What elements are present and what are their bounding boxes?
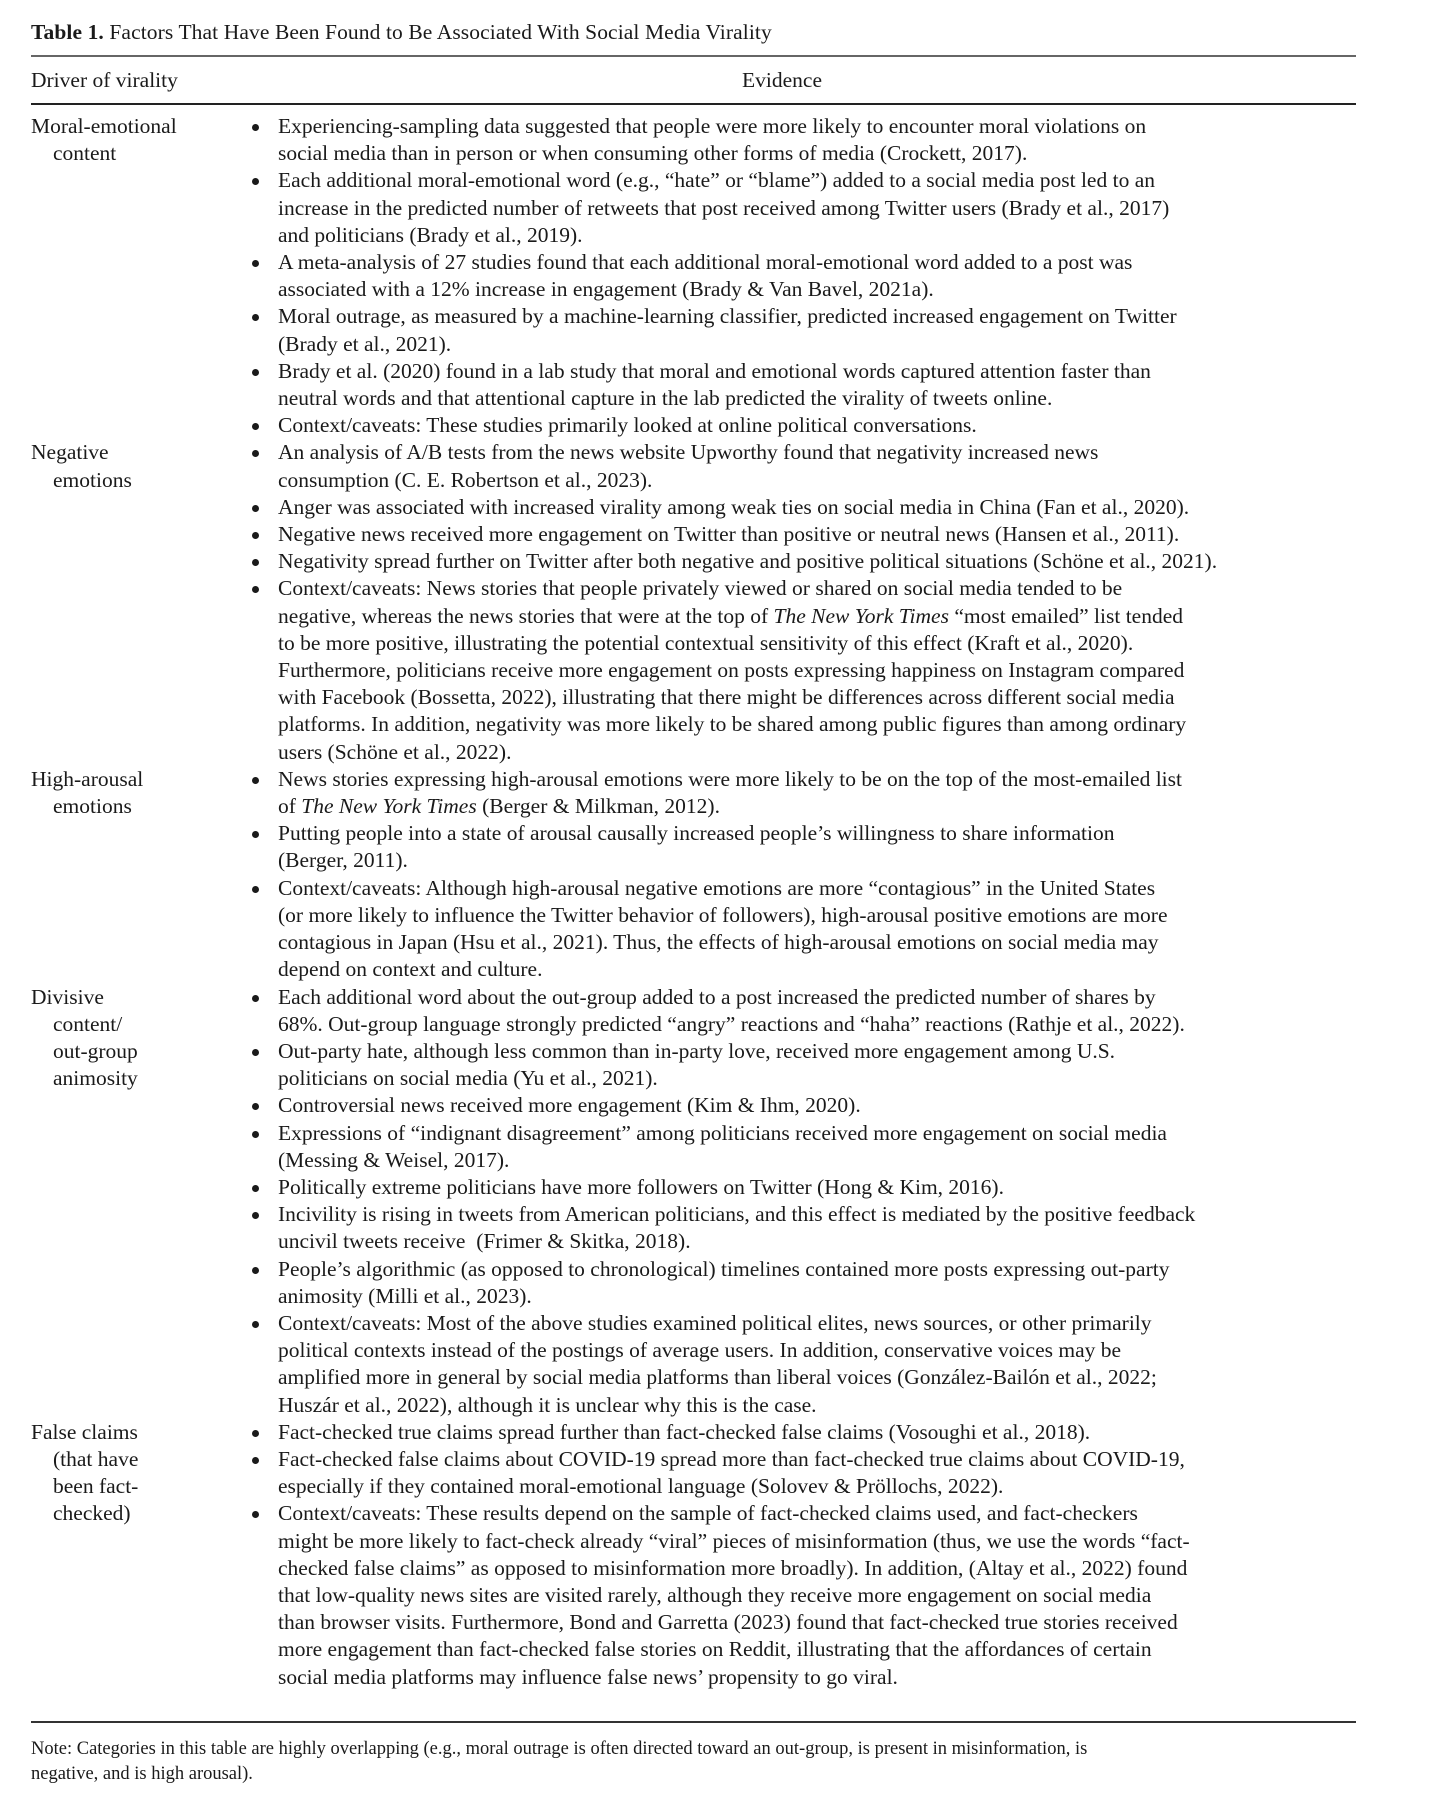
evidence-text <box>278 1446 1185 1500</box>
evidence-item <box>249 875 1356 984</box>
driver-label-line: (that have <box>53 1446 139 1471</box>
bullet-icon <box>249 1092 278 1119</box>
driver-cell <box>31 766 249 984</box>
bullet-icon <box>249 1201 278 1255</box>
bullet-icon <box>249 766 278 820</box>
driver-cell <box>31 113 249 439</box>
bullet-icon <box>249 875 278 984</box>
evidence-item <box>249 303 1356 357</box>
evidence-text <box>278 1174 1004 1201</box>
driver-label-line: Moral-emotional <box>31 114 177 138</box>
table-row <box>31 439 1356 765</box>
column-header-evidence: Evidence <box>742 68 822 92</box>
evidence-text <box>278 303 1177 357</box>
evidence-item <box>249 766 1356 820</box>
bullet-icon <box>249 167 278 249</box>
text-line: Putting people into a state of arousal causally increased people’s willingness to share information <box>278 821 1115 846</box>
evidence-text <box>278 167 1169 249</box>
evidence-item <box>249 1310 1356 1419</box>
evidence-item <box>249 1174 1356 1201</box>
table-caption <box>31 18 772 46</box>
bottom-rule <box>31 1721 1356 1723</box>
evidence-item <box>249 358 1356 412</box>
text-line: depend on context and culture. <box>278 957 543 982</box>
evidence-text <box>278 494 1189 521</box>
driver-label-line: emotions <box>53 467 132 492</box>
text-line: People’s algorithmic (as opposed to chronological) timelines contained more posts expressing out-party <box>278 1256 1170 1281</box>
evidence-item <box>249 113 1356 167</box>
text-line: Negative news received more engagement on Twitter than positive or neutral news (Hansen et al., 2011). <box>278 522 1180 547</box>
text-line: checked false claims” as opposed to misinformation more broadly). In addition, (Altay et al., 2022) found <box>278 1555 1188 1580</box>
text-line: Context/caveats: Most of the above studies examined political elites, news sources, or other primarily <box>278 1310 1152 1335</box>
bullet-icon <box>249 1419 278 1446</box>
evidence-text <box>278 1120 1167 1174</box>
evidence-cell <box>249 439 1356 765</box>
table-label: Table 1. <box>31 20 104 44</box>
italic-title: The New York Times <box>301 794 477 819</box>
bullet-icon <box>249 820 278 874</box>
bullet-icon <box>249 303 278 357</box>
evidence-cell <box>249 984 1356 1419</box>
note-line: negative, and is high arousal). <box>31 1764 253 1784</box>
text-line: News stories expressing high-arousal emotions were more likely to be on the top of the most-emailed list <box>278 766 1182 791</box>
table-body <box>31 113 1356 1691</box>
evidence-item <box>249 984 1356 1038</box>
text-line: political contexts instead of the postings of average users. In addition, conservative voices may be <box>278 1338 1122 1363</box>
evidence-item <box>249 1201 1356 1255</box>
text-line: Furthermore, politicians receive more engagement on posts expressing happiness on Instagram compared <box>278 658 1185 683</box>
text-line: increase in the predicted number of retweets that post received among Twitter users (Brady et al., 2017) <box>278 195 1170 220</box>
bullet-icon <box>249 1256 278 1310</box>
evidence-text <box>278 1038 1115 1092</box>
text-line: Each additional moral-emotional word (e.g., “hate” or “blame”) added to a social media post led to an <box>278 168 1155 193</box>
text-line: platforms. In addition, negativity was more likely to be shared among public figures than among ordinary <box>278 712 1187 737</box>
evidence-text <box>278 820 1115 874</box>
text-line: social media platforms may influence false news’ propensity to go viral. <box>278 1664 898 1689</box>
driver-label-line: out-group <box>53 1038 138 1063</box>
driver-cell <box>31 1419 249 1691</box>
driver-label-line: Divisive <box>31 984 104 1009</box>
bullet-icon <box>249 1174 278 1201</box>
bullet-icon <box>249 521 278 548</box>
text-line: especially if they contained moral-emotional language (Solovev & Pröllochs, 2022). <box>278 1474 1004 1499</box>
evidence-text <box>278 1256 1169 1310</box>
evidence-item <box>249 412 1356 439</box>
evidence-text <box>278 548 1217 575</box>
bullet-icon <box>249 1120 278 1174</box>
driver-label-line: checked) <box>53 1501 131 1526</box>
bullet-icon <box>249 1038 278 1092</box>
text-line: An analysis of A/B tests from the news website Upworthy found that negativity increased news <box>278 440 1099 465</box>
evidence-item <box>249 439 1356 493</box>
bullet-icon <box>249 1310 278 1419</box>
bullet-icon <box>249 249 278 303</box>
bullet-icon <box>249 439 278 493</box>
table-row <box>31 766 1356 984</box>
driver-label-line: emotions <box>53 794 132 819</box>
text-line: uncivil tweets receive (Frimer & Skitka, 2018). <box>278 1229 691 1254</box>
evidence-item <box>249 521 1356 548</box>
evidence-item <box>249 1038 1356 1092</box>
evidence-item <box>249 1446 1356 1500</box>
evidence-text <box>278 575 1186 765</box>
text-line: of The New York Times (Berger & Milkman, 2012). <box>278 794 720 819</box>
text-line: Fact-checked true claims spread further than fact-checked false claims (Vosoughi et al., 2018). <box>278 1419 1091 1444</box>
text-line: (Messing & Weisel, 2017). <box>278 1147 510 1172</box>
text-line: Politically extreme politicians have more followers on Twitter (Hong & Kim, 2016). <box>278 1174 1004 1199</box>
evidence-item <box>249 1419 1356 1446</box>
top-rule <box>31 55 1356 57</box>
evidence-item <box>249 494 1356 521</box>
text-line: Each additional word about the out-group added to a post increased the predicted number of shares by <box>278 984 1156 1009</box>
evidence-text <box>278 1419 1090 1446</box>
evidence-text <box>278 766 1182 820</box>
evidence-text <box>278 113 1146 167</box>
text-line: more engagement than fact-checked false stories on Reddit, illustrating that the affordances of certain <box>278 1637 1152 1662</box>
evidence-text <box>278 249 1132 303</box>
text-line: A meta-analysis of 27 studies found that each additional moral-emotional word added to a post was <box>278 250 1133 275</box>
driver-label-line: content/ <box>53 1011 123 1036</box>
evidence-text <box>278 439 1098 493</box>
text-line: animosity (Milli et al., 2023). <box>278 1283 532 1308</box>
bullet-icon <box>249 1446 278 1500</box>
evidence-text <box>278 984 1185 1038</box>
table-title: Factors That Have Been Found to Be Associated With Social Media Virality <box>109 20 772 44</box>
text-line: Moral outrage, as measured by a machine-learning classifier, predicted increased engagement on Twitter <box>278 304 1177 329</box>
driver-cell <box>31 984 249 1419</box>
evidence-item <box>249 1092 1356 1119</box>
text-line: Brady et al. (2020) found in a lab study that moral and emotional words captured attention faster than <box>278 358 1151 383</box>
evidence-item <box>249 1256 1356 1310</box>
text-line: 68%. Out-group language strongly predicted “angry” reactions and “haha” reactions (Rathje et al., 2022). <box>278 1011 1185 1036</box>
evidence-item <box>249 167 1356 249</box>
column-header-driver: Driver of virality <box>31 68 178 92</box>
evidence-text <box>278 1092 861 1119</box>
evidence-item <box>249 249 1356 303</box>
evidence-text <box>278 1310 1157 1419</box>
text-line: consumption (C. E. Robertson et al., 2023). <box>278 467 653 492</box>
text-line: associated with a 12% increase in engagement (Brady & Van Bavel, 2021a). <box>278 277 934 302</box>
table-note <box>31 1737 1356 1787</box>
evidence-item <box>249 575 1356 765</box>
text-line: might be more likely to fact-check already “viral” pieces of misinformation (thus, we use the words “fact- <box>278 1528 1190 1553</box>
bullet-icon <box>249 494 278 521</box>
bullet-icon <box>249 984 278 1038</box>
text-line: than browser visits. Furthermore, Bond and Garretta (2023) found that fact-checked true stories received <box>278 1610 1178 1635</box>
italic-title: The New York Times <box>773 603 949 628</box>
text-line: Context/caveats: These studies primarily looked at online political conversations. <box>278 413 977 438</box>
bullet-icon <box>249 113 278 167</box>
text-line: politicians on social media (Yu et al., 2021). <box>278 1066 658 1091</box>
evidence-text <box>278 358 1151 412</box>
driver-label-line: animosity <box>53 1066 138 1091</box>
text-line: Out-party hate, although less common than in-party love, received more engagement among U.S. <box>278 1038 1116 1063</box>
bullet-icon <box>249 1500 278 1690</box>
text-line: negative, whereas the news stories that were at the top of The New York Times “most emailed” list tended <box>278 603 1184 628</box>
driver-cell <box>31 439 249 765</box>
text-line: (Brady et al., 2021). <box>278 331 452 356</box>
table-row <box>31 1419 1356 1691</box>
evidence-cell <box>249 766 1356 984</box>
text-line: neutral words and that attentional capture in the lab predicted the virality of tweets online. <box>278 386 1053 411</box>
text-line: (or more likely to influence the Twitter behavior of followers), high-arousal positive emotions are more <box>278 902 1168 927</box>
driver-label-line: been fact- <box>53 1474 139 1499</box>
table-row <box>31 984 1356 1419</box>
text-line: contagious in Japan (Hsu et al., 2021). Thus, the effects of high-arousal emotions on social media may <box>278 930 1159 955</box>
evidence-text <box>278 521 1179 548</box>
bullet-icon <box>249 548 278 575</box>
text-line: Expressions of “indignant disagreement” among politicians received more engagement on social media <box>278 1120 1167 1145</box>
text-line: social media than in person or when consuming other forms of media (Crockett, 2017). <box>278 141 1028 166</box>
text-line: amplified more in general by social media platforms than liberal voices (González-Bailón et al., 2022; <box>278 1365 1157 1390</box>
text-line: Anger was associated with increased virality among weak ties on social media in China (Fan et al., 2020). <box>278 494 1190 519</box>
evidence-text <box>278 1500 1190 1690</box>
text-line: Context/caveats: News stories that people privately viewed or shared on social media tended to be <box>278 576 1123 601</box>
text-line: Negativity spread further on Twitter after both negative and positive political situations (Schöne et al., 2021). <box>278 549 1218 574</box>
text-line: (Berger, 2011). <box>278 848 408 873</box>
text-line: that low-quality news sites are visited rarely, although they receive more engagement on social media <box>278 1582 1152 1607</box>
evidence-cell <box>249 1419 1356 1691</box>
text-line: with Facebook (Bossetta, 2022), illustrating that there might be differences across different social media <box>278 685 1175 710</box>
text-line: Huszár et al., 2022), although it is unclear why this is the case. <box>278 1392 817 1417</box>
text-line: Context/caveats: These results depend on the sample of fact-checked claims used, and fact-checkers <box>278 1501 1138 1526</box>
table-row <box>31 113 1356 439</box>
evidence-item <box>249 548 1356 575</box>
text-line: users (Schöne et al., 2022). <box>278 739 512 764</box>
driver-label-line: Negative <box>31 440 109 465</box>
header-rule <box>31 103 1356 105</box>
text-line: Controversial news received more engagement (Kim & Ihm, 2020). <box>278 1093 861 1118</box>
evidence-text <box>278 412 977 439</box>
evidence-item <box>249 820 1356 874</box>
evidence-text <box>278 875 1168 984</box>
text-line: to be more positive, illustrating the potential contextual sensitivity of this effect (Kraft et al., 2020). <box>278 630 1134 655</box>
evidence-item <box>249 1500 1356 1690</box>
text-line: Fact-checked false claims about COVID-19 spread more than fact-checked true claims about COVID-19, <box>278 1446 1185 1471</box>
driver-label-line: content <box>53 141 117 166</box>
text-line: and politicians (Brady et al., 2019). <box>278 222 583 247</box>
text-line: Incivility is rising in tweets from American politicians, and this effect is mediated by the positive feedback <box>278 1202 1196 1227</box>
bullet-icon <box>249 358 278 412</box>
text-line: Context/caveats: Although high-arousal negative emotions are more “contagious” in the United States <box>278 875 1156 900</box>
note-line: Note: Categories in this table are highly overlapping (e.g., moral outrage is often directed toward an out-group, is present in misinformation, is <box>31 1739 1088 1759</box>
driver-label-line: False claims <box>31 1419 138 1444</box>
evidence-text <box>278 1201 1195 1255</box>
driver-label-line: High-arousal <box>31 766 144 791</box>
evidence-item <box>249 1120 1356 1174</box>
bullet-icon <box>249 412 278 439</box>
text-line: Experiencing-sampling data suggested that people were more likely to encounter moral violations on <box>278 114 1147 138</box>
bullet-icon <box>249 575 278 765</box>
evidence-cell <box>249 113 1356 439</box>
